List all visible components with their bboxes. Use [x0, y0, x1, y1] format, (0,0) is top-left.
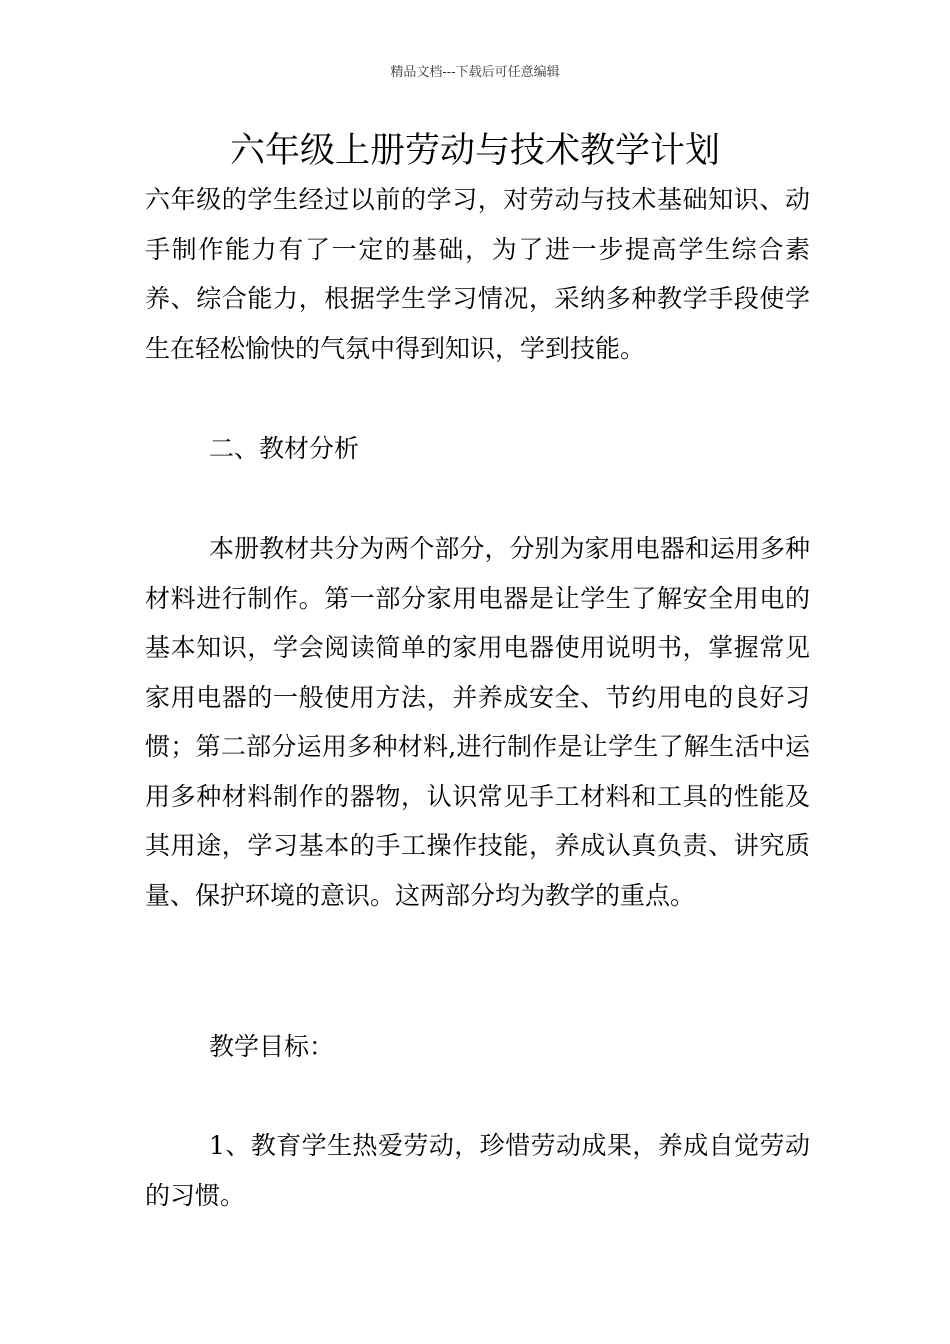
- goal-item-1: 1、教育学生热爱劳动，珍惜劳动成果，养成自觉劳动的习惯。: [145, 1131, 810, 1210]
- document-title: 六年级上册劳动与技术教学计划: [229, 131, 720, 171]
- page-header-note: 精品文档---下载后可任意编辑: [390, 65, 560, 80]
- intro-paragraph: 六年级的学生经过以前的学习，对劳动与技术基础知识、动手制作能力有了一定的基础，为了进一步提高学生综合素养、综合能力，根据学生学习情况，采纳多种教学手段使学生在轻松愉快的气氛中得到知识，学到技能。: [145, 185, 810, 363]
- section-heading-goals: 教学目标：: [209, 1032, 335, 1061]
- section-heading-materials: 二、教材分析: [209, 434, 360, 463]
- materials-paragraph: 本册教材共分为两个部分，分别为家用电器和运用多种材料进行制作。第一部分家用电器是让学生了解安全用电的基本知识，学会阅读简单的家用电器使用说明书，掌握常见家用电器的一般使用方法，并养成安全、节约用电的良好习惯；第二部分运用多种材料,进行制作是让学生了解生活中运用多种材料制作的器物，认识常见手工材料和工具的性能及其用途，学习基本的手工操作技能，养成认真负责、讲究质量、保护环境的意识。这两部分均为教学的重点。: [145, 534, 810, 910]
